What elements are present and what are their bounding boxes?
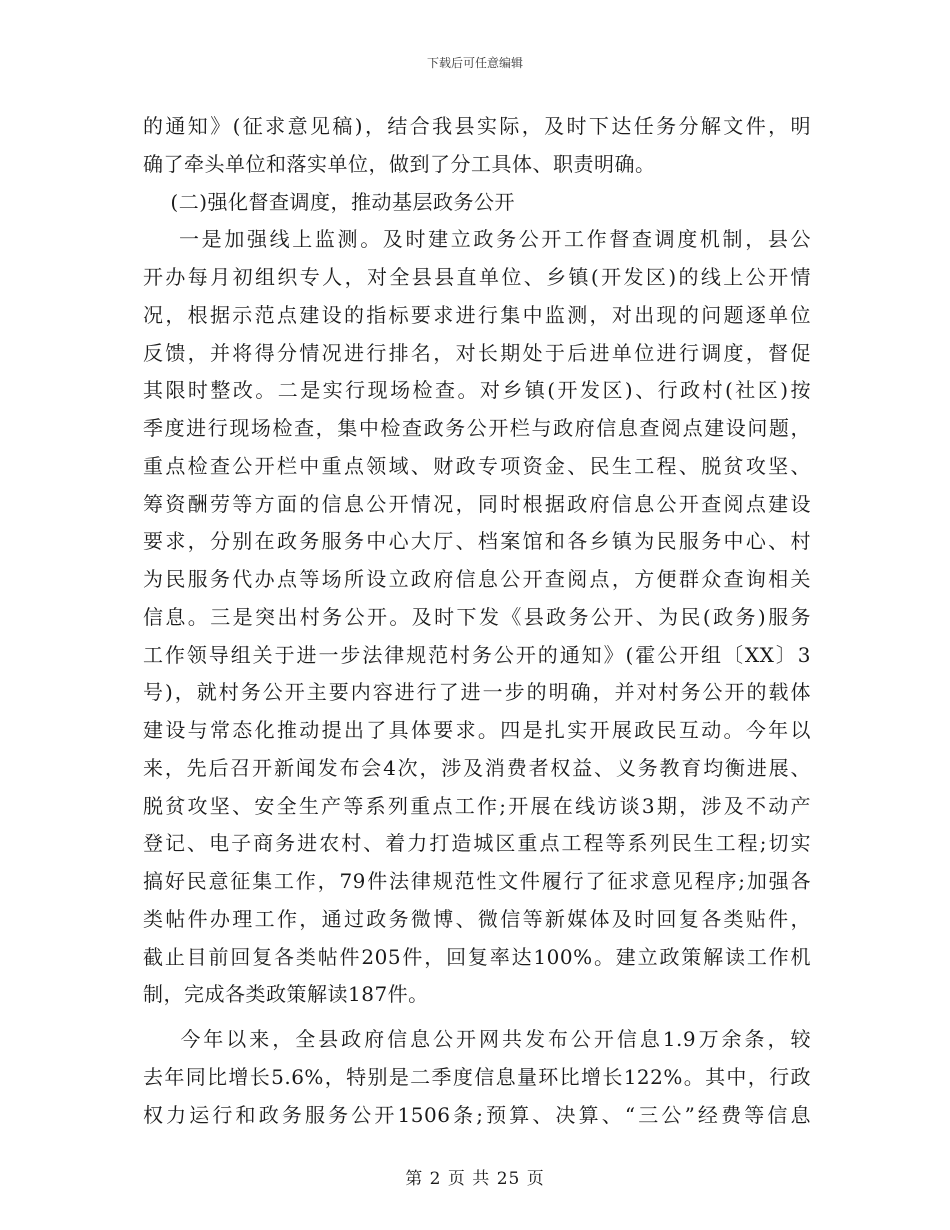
text-line: 工作领导组关于进一步法律规范村务公开的通知》(霍公开组〔XX〕3: [143, 642, 811, 667]
text-line: 脱贫攻坚、安全生产等系列重点工作;开展在线访谈3期，涉及不动产: [143, 793, 811, 818]
text-line: 一是加强线上监测。及时建立政务公开工作督查调度机制，县公: [143, 227, 811, 252]
text-line: 搞好民意征集工作，79件法律规范性文件履行了征求意见程序;加强各: [143, 869, 811, 893]
text-line: 筹资酬劳等方面的信息公开情况，同时根据政府信息公开查阅点建设: [143, 491, 811, 516]
text-line: 来，先后召开新闻发布会4次，涉及消费者权益、义务教育均衡进展、: [143, 755, 811, 780]
document-body: [143, 108, 811, 1134]
text-line: 建设与常态化推动提出了具体要求。四是扎实开展政民互动。今年以: [143, 718, 811, 742]
text-line: 截止目前回复各类帖件205件，回复率达100%。建立政策解读工作机: [143, 944, 811, 969]
text-line: 登记、电子商务进农村、着力打造城区重点工程等系列民生工程;切实: [143, 831, 811, 856]
text-line: 确了牵头单位和落实单位，做到了分工具体、职责明确。: [143, 151, 656, 176]
text-line: 开办每月初组织专人，对全县县直单位、乡镇(开发区)的线上公开情: [143, 265, 811, 289]
page-header: 下载后可任意编辑: [426, 56, 523, 70]
text-line: 类帖件办理工作，通过政务微博、微信等新媒体及时回复各类贴件，: [143, 906, 811, 931]
text-line: 季度进行现场检查，集中检查政务公开栏与政府信息查阅点建设问题，: [143, 416, 811, 440]
text-line: 重点检查公开栏中重点领域、财政专项资金、民生工程、脱贫攻坚、: [143, 453, 811, 478]
text-line: 反馈，并将得分情况进行排名，对长期处于后进单位进行调度，督促: [143, 340, 811, 365]
text-line: 为民服务代办点等场所设立政府信息公开查阅点，方便群众查询相关: [143, 567, 811, 591]
text-line: 况，根据示范点建设的指标要求进行集中监测，对出现的问题逐单位: [143, 302, 811, 327]
text-line: 今年以来，全县政府信息公开网共发布公开信息1.9万余条，较: [143, 1027, 811, 1051]
text-line: 信息。三是突出村务公开。及时下发《县政务公开、为民(政务)服务: [143, 604, 811, 629]
text-line: 去年同比增长5.6%，特别是二季度信息量环比增长122%。其中，行政: [143, 1064, 811, 1089]
page-footer: 第 2 页 共 25 页: [405, 1169, 545, 1189]
text-line: 要求，分别在政务服务中心大厅、档案馆和各乡镇为民服务中心、村: [143, 529, 811, 554]
section-heading: (二)强化督查调度，推动基层政务公开: [143, 189, 516, 214]
text-line: 权力运行和政务服务公开1506条;预算、决算、“三公”经费等信息: [143, 1102, 811, 1127]
text-line: 制，完成各类政策解读187件。: [143, 982, 429, 1007]
text-line: 号)，就村务公开主要内容进行了进一步的明确，并对村务公开的载体: [143, 680, 811, 705]
text-line: 的通知》(征求意见稿)，结合我县实际，及时下达任务分解文件，明: [143, 114, 811, 138]
text-line: 其限时整改。二是实行现场检查。对乡镇(开发区)、行政村(社区)按: [143, 378, 811, 403]
